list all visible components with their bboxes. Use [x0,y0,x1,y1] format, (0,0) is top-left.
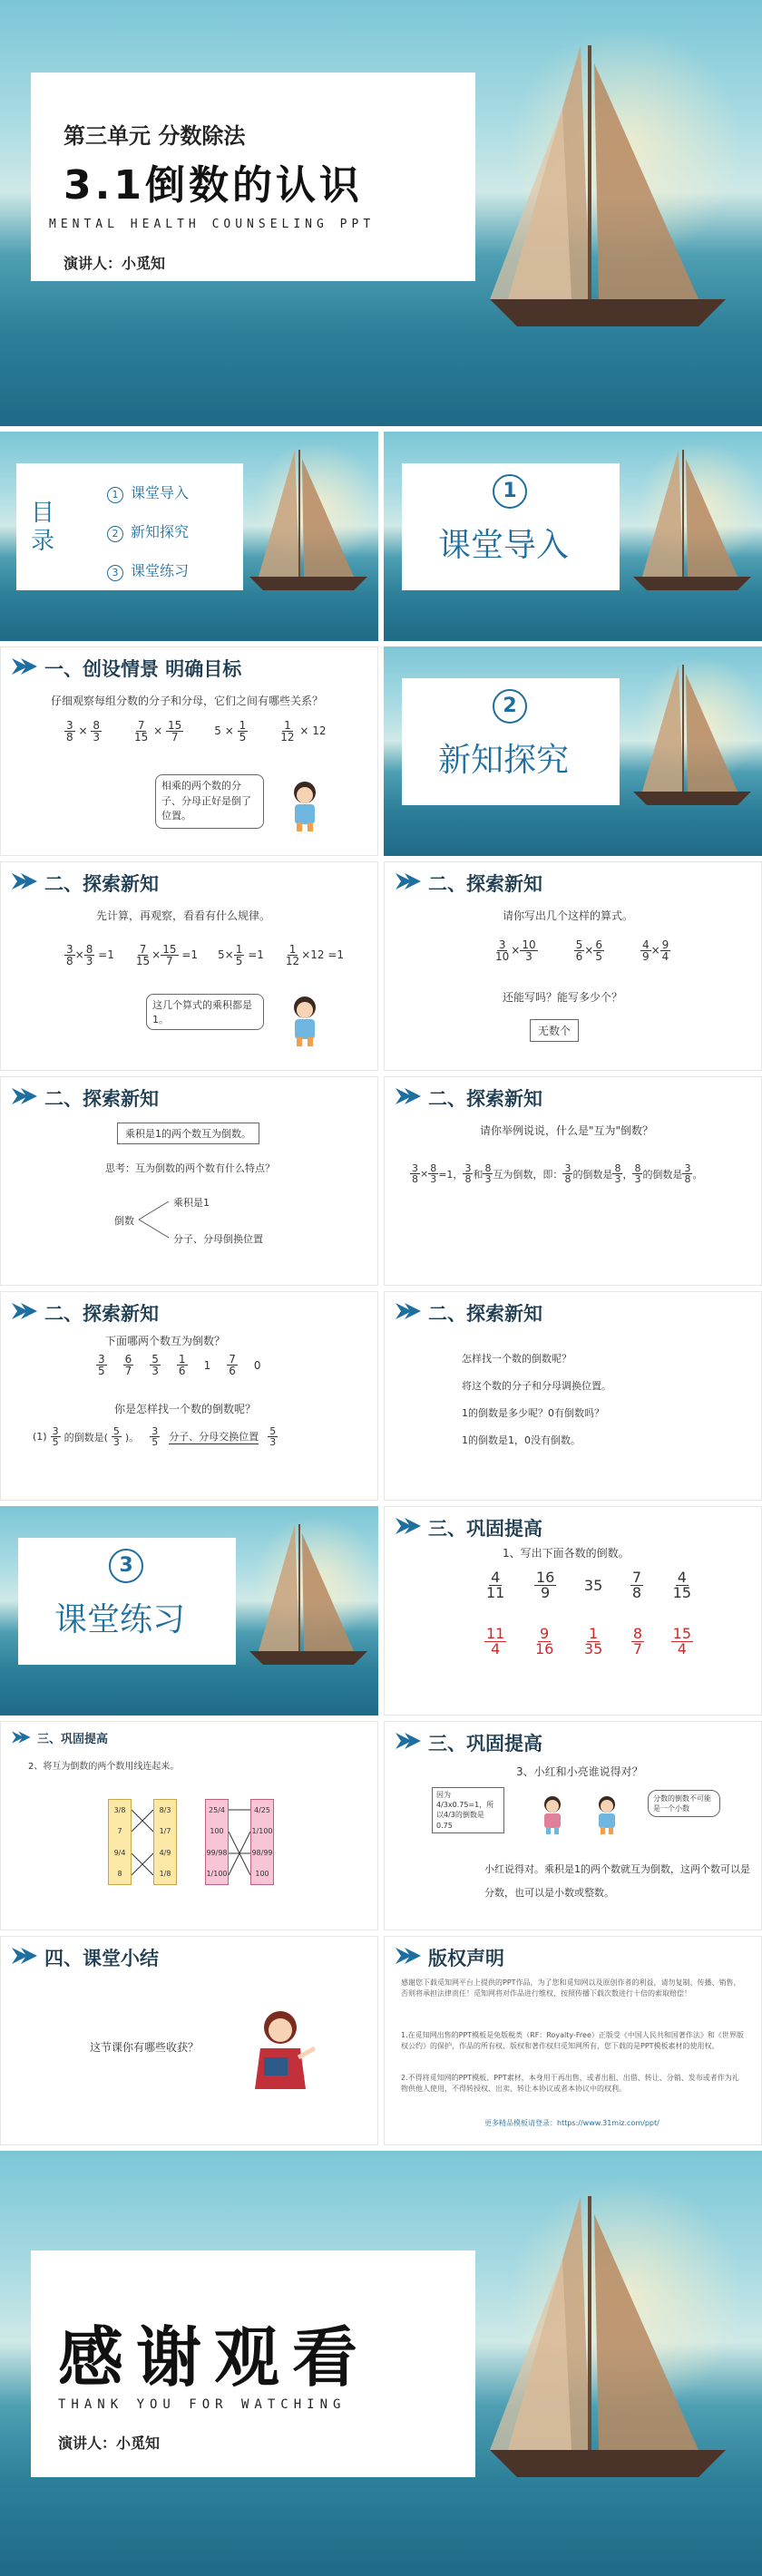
fraction-row-top [484,1570,693,1600]
list-item: $\frac{1}{6}$ [178,1353,186,1377]
prompt-text: 这节课你有哪些收获？ [90,2041,200,2054]
slide-header: 版权声明 [428,1948,504,1969]
fraction-expr: $\frac{3}{8}$ × $\frac{8}{3}$ =1 [66,943,114,967]
arrow-icon [396,1733,423,1749]
match-lines-right [229,1799,250,1885]
answer-box: 无数个 [530,1019,579,1042]
cover-unit: 第三单元 分数除法 [64,123,246,149]
boy-illustration [590,1794,624,1834]
definition-box: 乘积是1的两个数互为倒数。 [117,1123,259,1144]
question-text: 仔细观察每组分数的分子和分母，它们之间有哪些关系？ [51,695,324,707]
slide-explore-6 [384,1291,762,1501]
list-item: 1 [203,1358,211,1372]
fraction-expr: $\frac{5}{6}$ × $\frac{6}{5}$ [575,938,602,963]
section2-title: 新知探究 [438,742,570,779]
section1-num: 1 [493,474,527,509]
fraction: $\frac{7}{8}$ [631,1569,642,1601]
answer-fraction: $\frac{9}{16}$ [534,1625,554,1657]
fraction-row [64,720,337,743]
fraction-expr: $\frac{4}{9}$ × $\frac{9}{4}$ [641,938,669,963]
section3-slide [0,1506,378,1716]
slide-header: 二、探索新知 [428,1303,542,1325]
slide-header: 二、探索新知 [428,873,542,895]
slide-header: 四、课堂小结 [44,1948,159,1969]
match-col-right-b: 4/25 1/100 98/99 100 [250,1799,274,1885]
student-illustration [282,779,327,833]
arrow-icon [396,1948,423,1964]
arrow-icon [12,1948,39,1964]
fraction-expr: $\frac{1}{12}$ ×12 =1 [285,943,345,967]
cover-title: 3.1倒数的认识 [64,162,363,209]
list-item: $\frac{7}{6}$ [229,1353,236,1377]
speech-bubble: 相乘的两个数的分子、分母正好是倒了位置。 [155,774,264,829]
slide-explore-4 [384,1076,762,1286]
question-text: 你是怎样找一个数的倒数呢？ [114,1403,257,1415]
toc-item-2[interactable] [107,520,189,542]
sailboat-illustration [624,441,760,595]
fraction-expr: $\frac{7}{15}$ × $\frac{15}{7}$ =1 [135,943,199,967]
text-line: 1的倒数是1，0没有倒数。 [462,1434,581,1446]
fraction-expr: $\frac{3}{10}$ × $\frac{10}{3}$ [495,938,536,963]
fraction: $\frac{16}{9}$ [535,1569,555,1601]
copyright-paragraph: 感谢您下载觅知网平台上提供的PPT作品，为了您和觅知网以及原创作者的利益，请勿复制、传播、销售，否则将承担法律责任！觅知网将对作品进行维权，按照传播下载次数进行十倍的索取赔偿！ [401,1978,741,1998]
toc-slide [0,432,378,641]
cover-slide [0,0,762,426]
arrow-icon [396,1303,423,1319]
list-item: $\frac{3}{5}$ [98,1353,105,1377]
arrow-icon [12,658,39,675]
toc-text: 课堂导入 [131,484,190,501]
arrow-icon [396,1518,423,1534]
question-text: 下面哪两个数互为倒数？ [105,1335,226,1347]
match-lines-left [132,1799,153,1885]
reciprocal-line: $\frac{3}{8}$ × $\frac{8}{3}$ =1， $\frac{3}{8}$ 和 $\frac{8}{3}$ 互为倒数，即： $\frac{3}{8}$ 的倒数是 $\frac{8}{3}$ ， $\frac{8}{3}$ 的倒数是 $\frac{3}{8}$ 。 [412,1162,703,1185]
section3-title: 课堂练习 [54,1601,186,1638]
girl-illustration [535,1794,570,1834]
tree-branch-1: 乘积是1 [173,1197,210,1209]
speech-bubble: 这几个算式的乘积都是1。 [146,994,264,1030]
slide-header: 二、探索新知 [44,1088,159,1110]
slide-header: 二、探索新知 [44,1303,159,1325]
toc-label: 目录 [31,500,55,556]
slide-practice-3 [384,1721,762,1930]
sailboat-illustration [624,656,760,810]
number-list [96,1354,314,1376]
text-line: 怎样找一个数的倒数呢？ [462,1353,572,1365]
slide-copyright [384,1936,762,2145]
toc-num: 1 [107,487,123,503]
arrow-icon [12,1731,32,1744]
tree-root: 倒数 [114,1215,134,1227]
slide-explore-3 [0,1076,378,1286]
fraction: 35 [583,1577,603,1594]
slide-header: 三、巩固提高 [428,1518,542,1540]
fraction-expr: 5× $\frac{1}{5}$ =1 [218,943,264,967]
slide-explore-1 [0,861,378,1071]
cover-card [31,73,475,281]
slide-header: 一、创设情景 明确目标 [44,658,242,680]
slide-intro-scene [0,646,378,856]
fraction-expr: $\frac{7}{15}$ × $\frac{15}{7}$ [134,719,182,744]
arrow-icon [396,1088,423,1104]
sailboat-illustration [240,1515,376,1669]
prompt-text: 请你举例说说，什么是"互为"倒数？ [480,1124,654,1137]
section2-num: 2 [493,689,527,724]
list-item: $\frac{5}{3}$ [151,1353,159,1377]
tree-branch-2: 分子、分母倒换位置 [173,1233,263,1245]
fraction-row [64,944,355,967]
student-illustration [282,994,327,1048]
slide-header: 二、探索新知 [428,1088,542,1110]
thanks-card [31,2250,475,2477]
answer-fraction: $\frac{11}{4}$ [486,1625,505,1657]
arrow-icon [12,873,39,889]
section1-card [402,463,620,590]
fraction-expr: $\frac{3}{8}$ × $\frac{8}{3}$ [66,719,100,744]
toc-card [16,463,243,590]
question-text: 2、将互为倒数的两个数用线连起来。 [28,1762,180,1772]
section1-slide [384,432,762,641]
slide-header: 三、巩固提高 [37,1733,109,1746]
fraction: $\frac{4}{15}$ [672,1569,691,1601]
slide-practice-2 [0,1721,378,1930]
prompt-text: 先计算，再观察，看看有什么规律。 [96,909,271,922]
toc-item-1[interactable] [107,481,189,503]
right-speech-bubble: 分数的倒数不可能是一个小数 [648,1790,720,1817]
slide-header: 三、巩固提高 [428,1733,542,1755]
answer-fraction: $\frac{8}{7}$ [632,1625,643,1657]
prompt-text: 请你写出几个这样的算式。 [503,909,634,922]
cover-speaker: 演讲人：小觅知 [64,255,166,272]
text-line: 1的倒数是多少呢？0有倒数吗？ [462,1407,604,1419]
arrow-icon [12,1088,39,1104]
sailboat-illustration [472,27,744,335]
toc-num: 3 [107,565,123,581]
thanks-subtitle: THANK YOU FOR WATCHING [58,2397,347,2412]
sailboat-illustration [472,2178,744,2486]
toc-text: 新知探究 [131,523,190,540]
slide-summary [0,1936,378,2145]
match-col-right-a: 25/4 100 99/98 1/100 [205,1799,229,1885]
section3-card [18,1538,236,1665]
answer-fraction: $\frac{15}{4}$ [672,1625,691,1657]
arrow-icon [12,1303,39,1319]
toc-item-3[interactable] [107,559,189,581]
copyright-paragraph: 1.在觅知网出售的PPT模板是免版税类（RF：Royalty-Free）正版受《中国人民共和国著作法》和《世界版权公约》的保护，作品的所有权、版权和著作权归觅知网所有，您下载的是PPT模板素材的使用权。 [401,2031,744,2051]
copyright-paragraph: 2.不得将觅知网的PPT模板、PPT素材，本身用于再出售，或者出租、出借、转让、分销、发布或者作为礼物供他人使用，不得转授权、出卖、转让本协议或者本协议中的权利。 [401,2074,739,2094]
fraction: $\frac{4}{11}$ [486,1569,505,1601]
thanks-title: 感谢观看 [58,2319,371,2396]
list-item: 0 [253,1358,261,1372]
slide-practice-1 [384,1506,762,1716]
sailboat-illustration [240,441,376,595]
teacher-illustration [244,2007,317,2098]
slide-explore-5 [0,1291,378,1501]
answer-fraction: $\frac{1}{35}$ [583,1625,603,1657]
left-speech-bubble: 因为4/3x0.75=1，所以4/3的倒数是0.75 [432,1787,504,1833]
thanks-slide [0,2151,762,2576]
cover-subtitle: MENTAL HEALTH COUNSELING PPT [49,218,376,231]
more-templates-link[interactable]: 更多精品模板请登录：https://www.31miz.com/ppt/ [484,2119,659,2127]
text-line: 将这个数的分子和分母调换位置。 [462,1380,611,1392]
match-col-left-b: 8/3 1/7 4/9 1/8 [153,1799,177,1885]
list-item: $\frac{6}{7}$ [124,1353,132,1377]
question-text: 3、小红和小亮谁说得对？ [516,1765,643,1778]
match-col-left-a: 3/8 7 9/4 8 [108,1799,132,1885]
question-text: 还能写吗？能写多少个？ [503,991,623,1004]
section2-slide [384,646,762,856]
section3-num: 3 [109,1549,143,1583]
arrow-icon [396,873,423,889]
fraction-row [493,939,675,962]
thanks-speaker: 演讲人：小觅知 [58,2435,161,2452]
conclusion-text: 小红说得对。乘积是1的两个数就互为倒数，这两个数可以是分数，也可以是小数或整数。 [484,1863,750,1900]
fraction-row-answers [484,1627,693,1657]
slide-header: 二、探索新知 [44,873,159,895]
fraction-expr: $\frac{1}{12}$ × 12 [280,719,327,744]
section1-title: 课堂导入 [438,527,570,564]
toc-num: 2 [107,526,123,542]
tree-lines [137,1197,173,1242]
question-text: 1、写出下面各数的倒数。 [503,1547,630,1560]
toc-text: 课堂练习 [131,562,190,579]
section2-card [402,678,620,805]
answer-line: (1) $\frac{3}{5}$ 的倒数是( $\frac{5}{3}$ )。 $\frac{3}{5}$ 分子、分母交换位置 $\frac{5}{3}$ [33,1425,277,1448]
think-text: 思考：互为倒数的两个数有什么特点？ [105,1162,275,1174]
fraction-expr: 5 × $\frac{1}{5}$ [214,719,247,744]
slide-explore-2 [384,861,762,1071]
